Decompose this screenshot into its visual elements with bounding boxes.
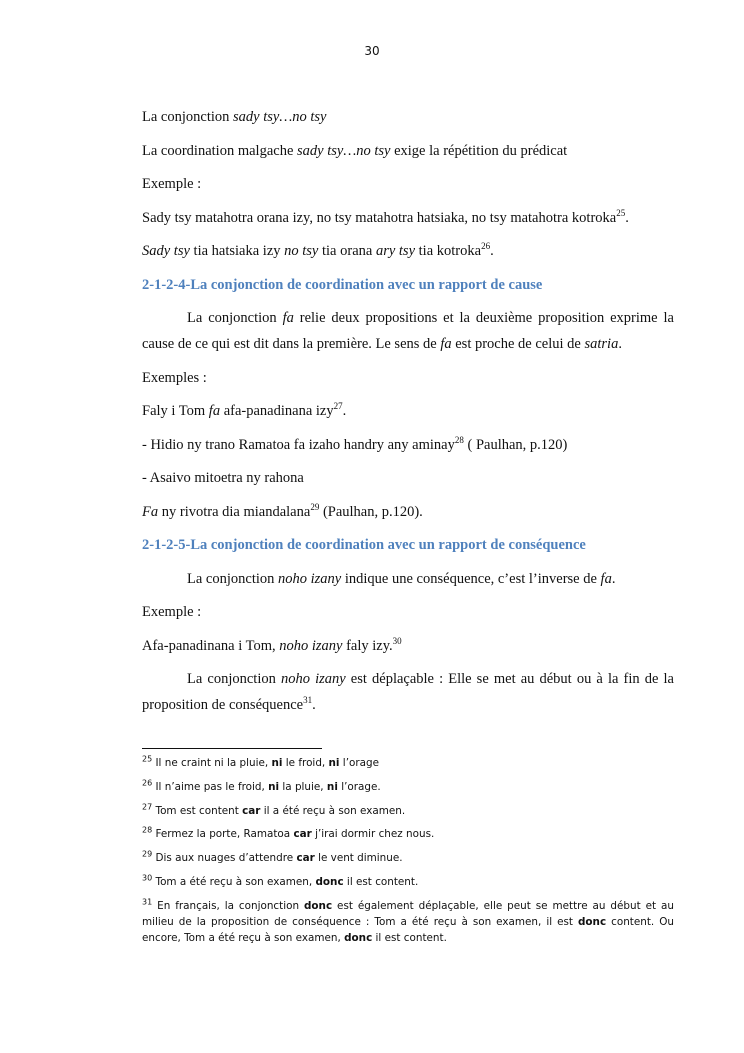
page-number: 30 (364, 44, 380, 58)
footnote-26: $^{26}$ Il n’aime pas le froid, ni la pluie, ni l’orage. (142, 778, 381, 793)
paragraph-noho-izany-explanation: La conjonction noho izany indique une conséquence, c’est l’inverse de fa. (187, 570, 616, 587)
paragraph-exemple: Exemple : (142, 176, 202, 192)
footnote-31: $^{31}$ En français, la conjonction donc est également déplaçable, elle peut se mettre au début et au milieu de la proposition de conséquence : Tom a été reçu à son examen, il est donc content. Ou encore, Tom a été reçu à son examen, donc il est content. (142, 897, 674, 944)
paragraph-example-sady-tsy: Sady tsy tia hatsiaka izy no tsy tia orana ary tsy tia kotroka$^{26}$. (142, 241, 494, 259)
footnote-ref-28[interactable]: 28 (454, 434, 464, 445)
section-heading-cause: 2-1-2-4-La conjonction de coordination avec un rapport de cause (142, 276, 543, 293)
footnote-ref-27[interactable]: 27 (333, 401, 343, 412)
paragraph-fa-explanation: La conjonction fa relie deux propositions et la deuxième proposition exprime la cause de ce qui est dit dans la première. Le sens de fa est proche de celui de satria. (142, 310, 674, 352)
footnote-30: $^{30}$ Tom a été reçu à son examen, donc il est content. (142, 873, 419, 888)
paragraph-title-sady-tsy: La conjonction sady tsy…no tsy (142, 109, 327, 125)
footnote-28: $^{28}$ Fermez la porte, Ramatoa car j’irai dormir chez nous. (142, 825, 435, 841)
footnote-ref-26[interactable]: 26 (481, 241, 491, 252)
paragraph-example-faly: Faly i Tom fa afa-panadinana izy$^{27}$. (142, 401, 347, 419)
main-text (142, 104, 674, 726)
footnote-separator (142, 748, 322, 749)
paragraph-example-afa: Afa-panadinana i Tom, noho izany faly izy.$^{30}$ (142, 635, 402, 654)
section-heading-consequence: 2-1-2-5-La conjonction de coordination avec un rapport de conséquence (142, 537, 586, 553)
footnote-27: $^{27}$ Tom est content car il a été reçu à son examen. (142, 802, 406, 817)
paragraph-exemple-2: Exemple : (142, 604, 202, 620)
paragraph-example-fa-ny-rivotra: Fa ny rivotra dia miandalana$^{29}$ (Paulhan, p.120). (142, 501, 423, 520)
paragraph-example-asaivo: - Asaivo mitoetra ny rahona (142, 470, 304, 486)
paragraph-deplacable: La conjonction noho izany est déplaçable : Elle se met au début ou à la fin de la proposition de conséquence$^{31}$. (142, 671, 674, 713)
footnote-ref-30[interactable]: 30 (392, 635, 402, 646)
paragraph-coordination: La coordination malgache sady tsy…no tsy exige la répétition du prédicat (142, 142, 568, 159)
paragraph-example-hidio: - Hidio ny trano Ramatoa fa izaho handry any aminay$^{28}$ ( Paulhan, p.120) (142, 434, 568, 453)
footnote-ref-31[interactable]: 31 (303, 695, 313, 706)
footnote-ref-29[interactable]: 29 (310, 501, 320, 512)
footnote-29: $^{29}$ Dis aux nuages d’attendre car le vent diminue. (142, 849, 403, 865)
paragraph-example-sady: Sady tsy matahotra orana izy, no tsy matahotra hatsiaka, no tsy matahotra kotroka$^{25}$. (142, 207, 629, 226)
paragraph-exemples: Exemples : (142, 369, 207, 386)
footnote-25: $^{25}$ Il ne craint ni la pluie, ni le froid, ni l’orage (142, 754, 379, 769)
footnotes (142, 755, 674, 954)
footnote-ref-25[interactable]: 25 (616, 207, 626, 218)
